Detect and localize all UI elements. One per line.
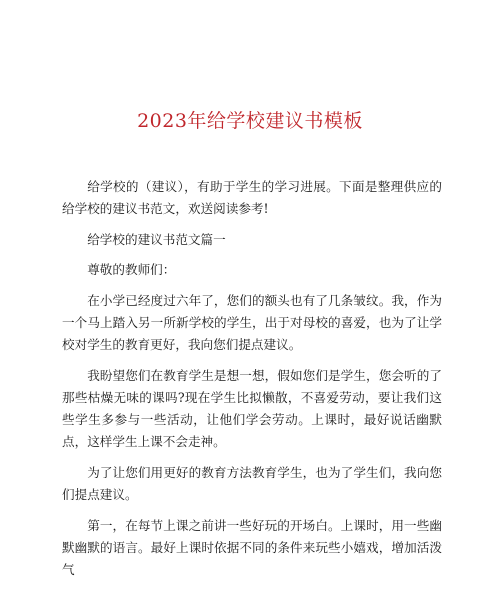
paragraph-intro: 给学校的（建议），有助于学生的学习进展。下面是整理供应的给学校的建议书范文，欢送阅读参考! bbox=[62, 179, 442, 217]
paragraph-section-heading: 给学校的建议书范文篇一 bbox=[87, 231, 226, 247]
document-title: 2023年给学校建议书模板 bbox=[137, 110, 363, 132]
paragraph-body-2: 我盼望您们在教育学生是想一想，假如您们是学生，您会听的了那些枯燥无味的课吗?现在学生比拟懒散，不喜爱劳动，要让我们这些学生多参与一些活动，让他们学会劳动。上课时，最好说话幽默点，这样学生上课不会走神。 bbox=[62, 368, 442, 450]
paragraph-body-4: 第一，在每节上课之前讲一些好玩的开场白。上课时，用一些幽默幽默的语言。最好上课时依据不同的条件来玩些小嬉戏，增加活泼气 bbox=[62, 517, 442, 577]
paragraph-body-3: 为了让您们用更好的教育方法教育学生，也为了学生们，我向您们提点建议。 bbox=[62, 465, 442, 503]
paragraph-body-1: 在小学已经度过六年了，您们的额头也有了几条皱纹。我，作为一个马上踏入另一所新学校的学生，出于对母校的喜爱，也为了让学校对学生的教育更好，我向您们提点建议。 bbox=[62, 293, 442, 353]
document-body bbox=[62, 176, 442, 590]
paragraph-salutation: 尊敬的教师们： bbox=[87, 262, 176, 278]
